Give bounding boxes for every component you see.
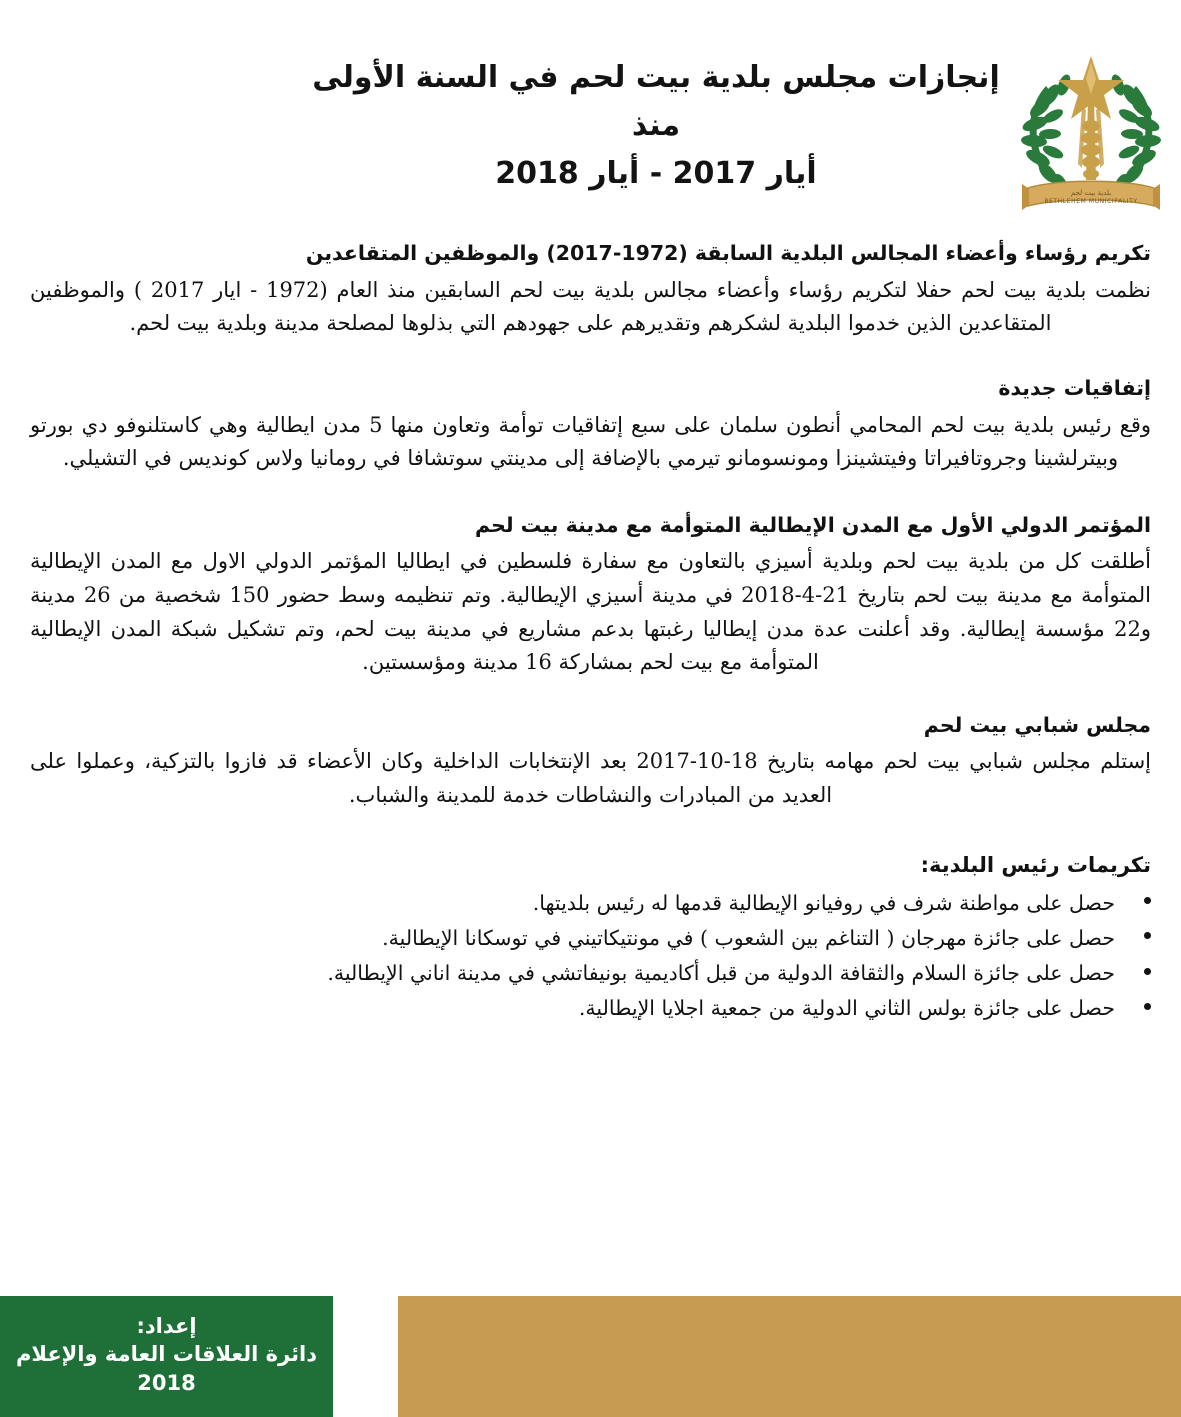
section-paragraph: أطلقت كل من بلدية بيت لحم وبلدية أسيزي بالتعاون مع سفارة فلسطين في ايطاليا المؤتمر الدولي الاول مع المدن الإيطالية المتوأمة مع مدينة بيت لحم بتاريخ 21-4-2018 في مدينة أسيزي الإيطالية. وتم تنظيمه وسط حضور 150 شخصية من 26 مدينة و22 مؤسسة إيطالية. وقد أعلنت عدة مدن إيطاليا رغبتها بدعم مشاريع في مدينة بيت لحم، وتم تشكيل شبكة المدن الإيطالية المتوأمة مع بيت لحم بمشاركة 16 مدينة ومؤسستين. [30,549,1151,675]
list-item-label: حصل على جائزة مهرجان ( التناغم بين الشعوب ) في مونتيكاتيني في توسكانا الإيطالية. [382,925,1115,950]
section-new-agreements [30,375,1151,476]
list-item [30,887,1151,920]
section-heading: تكريم رؤساء وأعضاء المجالس البلدية السابقة (1972-2017) والموظفين المتقاعدين [305,241,1151,265]
section-paragraph: وقع رئيس بلدية بيت لحم المحامي أنطون سلمان على سبع إتفاقيات توأمة وتعاون منها 5 مدن ايطالية وهي كاستلنوفو دي بورتو وبيترلشينا وجروتافيراتا وفيتشينزا ومونسومانو تيرمي بالإضافة إلى مدينتي سوتشافا في رومانيا ولاس كونديس في التشيلي. [30,412,1151,471]
section-first-international-conference [30,512,1151,680]
bullet-icon [1144,1003,1151,1010]
awards-list [30,887,1151,1026]
section-heading: إتفاقيات جديدة [998,375,1151,400]
svg-text:BETHLEHEM MUNICIPALITY: BETHLEHEM MUNICIPALITY [1044,198,1138,205]
list-item-label: حصل على مواطنة شرف في روفيانو الإيطالية قدمها له رئيس بلديتها. [532,890,1115,915]
section-heading: مجلس شبابي بيت لحم [923,712,1151,737]
footer-department: دائرة العلاقات العامة والإعلام [15,1342,317,1367]
awards-heading: تكريمات رئيس البلدية: [920,852,1151,877]
bullet-icon [1144,897,1151,904]
svg-text:بلدية بيت لحم: بلدية بيت لحم [1070,189,1112,197]
page-title-line-2: أيار 2017 - أيار 2018 [495,156,817,191]
footer-year: 2018 [137,1370,196,1395]
footer-credit-block [0,1296,333,1417]
document-header [0,44,1181,229]
list-item-label: حصل على جائزة بولس الثاني الدولية من جمعية اجلايا الإيطالية. [578,996,1115,1021]
page-title-line-1: إنجازات مجلس بلدية بيت لحم في السنة الأولى منذ [312,60,1000,143]
section-paragraph: نظمت بلدية بيت لحم حفلا لتكريم رؤساء وأعضاء مجالس بلدية بيت لحم السابقين منذ العام (1972 - ايار 2017 ) والموظفين المتقاعدين الذين خدموا البلدية لشكرهم وتقديرهم على جهودهم التي بذلوها لمصلحة مدينة وبلدية بيت لحم. [30,277,1152,336]
bullet-icon [1144,932,1151,939]
section-paragraph: إستلم مجلس شبابي بيت لحم مهامه بتاريخ 18-10-2017 بعد الإنتخابات الداخلية وكان الأعضاء قد فازوا بالتزكية، وعملوا على العديد من المبادرات والنشاطات خدمة للمدينة والشباب. [30,749,1151,808]
document-body [30,240,1151,1051]
bullet-icon [1144,968,1151,975]
list-item [30,957,1151,990]
section-heading: المؤتمر الدولي الأول مع المدن الإيطالية المتوأمة مع مدينة بيت لحم [475,512,1151,537]
list-item-label: حصل على جائزة السلام والثقافة الدولية من قبل أكاديمية بونيفاتشي في مدينة اناني الإيطالية. [327,961,1115,986]
list-item [30,922,1151,955]
section-youth-council [30,712,1151,813]
section-mayor-awards [30,853,1151,1026]
section-honoring-former-councils [30,240,1151,341]
bethlehem-municipality-emblem-icon [1016,48,1166,218]
ribbon-banner [1022,181,1160,210]
list-item [30,992,1151,1025]
footer-prepared-by-label: إعداد: [136,1313,197,1338]
footer-gold-bar [398,1296,1181,1417]
page-title [311,54,1001,198]
